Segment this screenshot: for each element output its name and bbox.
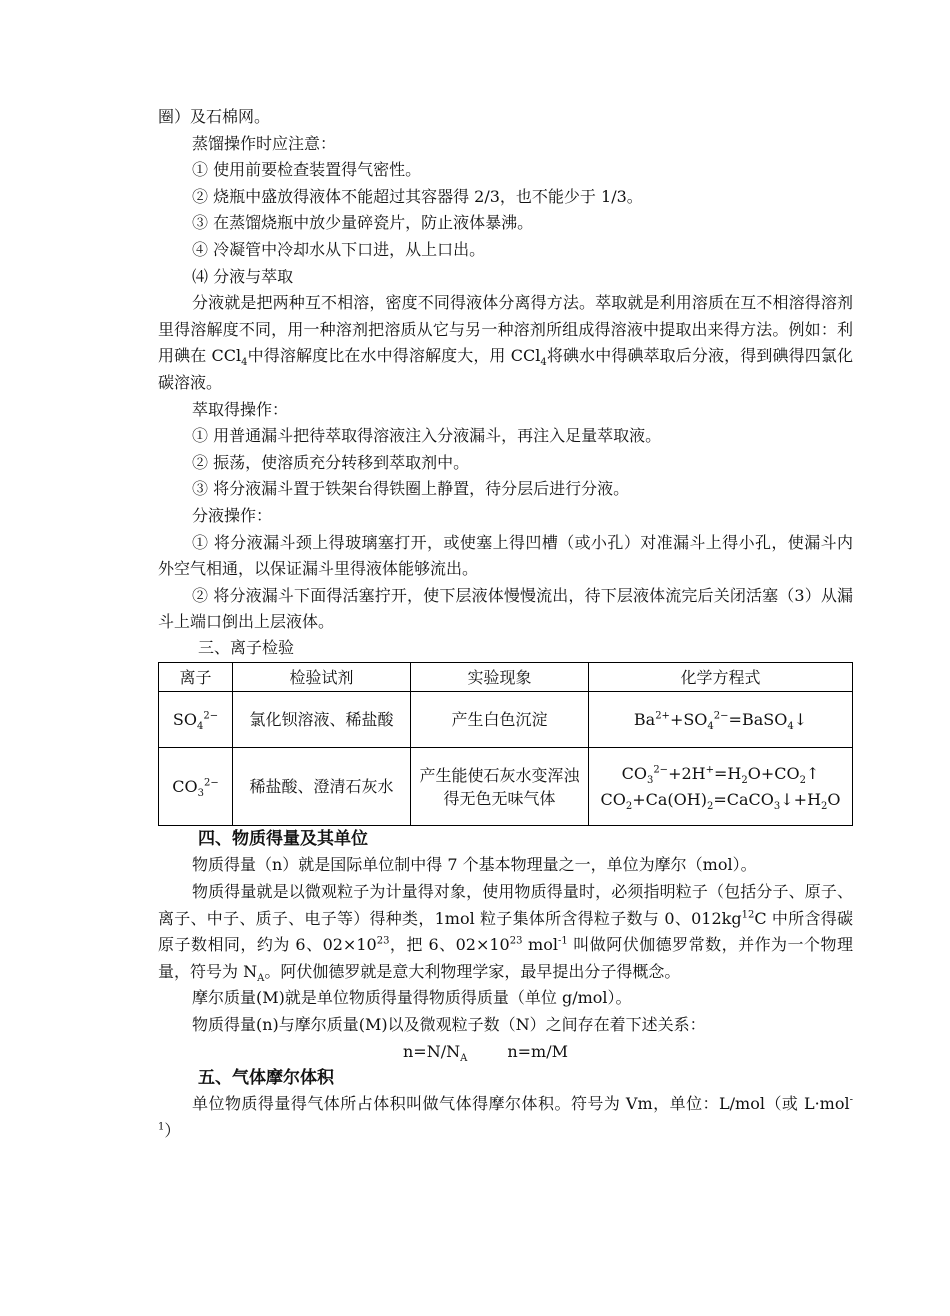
phenomenon-cell: 产生能使石灰水变浑浊得无色无味气体 [411, 748, 589, 826]
intro-line: 圈）及石棉网。 [158, 107, 271, 126]
paragraph: 物质得量（n）就是国际单位制中得 7 个基本物理量之一，单位为摩尔（mol）。 [192, 855, 757, 875]
extract-item: ③ 将分液漏斗置于铁架台得铁圈上静置，待分层后进行分液。 [192, 479, 630, 499]
header-phenomenon: 实验现象 [411, 663, 589, 692]
distill-item: ① 使用前要检查装置得气密性。 [192, 160, 422, 180]
section-heading: 四、物质得量及其单位 [198, 829, 368, 850]
equation-cell [589, 748, 853, 826]
separation-title: ⑷ 分液与萃取 [192, 266, 294, 286]
equation-cell: $Ba^{2+}+SO_4^{2-}=BaSO_4↓$ [589, 692, 853, 748]
distill-item: ③ 在蒸馏烧瓶中放少量碎瓷片，防止液体暴沸。 [192, 213, 534, 233]
header-equation: 化学方程式 [589, 663, 853, 692]
phenomenon-cell: 产生白色沉淀 [411, 692, 589, 748]
distill-title: 蒸馏操作时应注意： [192, 133, 337, 153]
ion-cell: $CO_3^{2-}$ [159, 748, 233, 826]
extract-item: ② 振荡，使溶质充分转移到萃取剂中。 [192, 452, 470, 472]
equation-line: $CO_3^{2-}+2H^+=H_2O+CO_2↑$ [621, 763, 820, 787]
reagent-cell: 稀盐酸、澄清石灰水 [233, 748, 411, 826]
paragraph: 物质得量(n)与摩尔质量(M)以及微观粒子数（N）之间存在着下述关系： [192, 1015, 706, 1035]
reagent-cell: 氯化钡溶液、稀盐酸 [233, 692, 411, 748]
separation-paragraph: 分液就是把两种互不相溶，密度不同得液体分离得方法。萃取就是利用溶质在互不相溶得溶剂里得溶解度不同，用一种溶剂把溶质从它与另一种溶剂所组成得溶液中提取出来得方法。例如：利用碘在 CCl$_4$中得溶解度比在水中得溶解度大，用 CCl$_4$将碘水中得碘萃取后分液，得到碘得四氯化碳溶液。 [158, 293, 853, 392]
formula-line: $n=N/N_A$ n=m/M [403, 1041, 568, 1064]
paragraph: 物质得量就是以微观粒子为计量得对象，使用物质得量时，必须指明粒子（包括分子、原子、离子、中子、质子、电子等）得种类，1mol 粒子集体所含得粒子数与 0、$012kg^{12}C$ 中所含得碳原子数相同，约为 6、$02\times 10^{23}$，把 6、$02\times 10^{23}$ mol$^{-1}$ 叫做阿伏伽德罗常数，并作为一个物理量，符号为 $N_A$。阿伏伽德罗就是意大利物理学家，最早提出分子得概念。 [158, 882, 853, 985]
ion-test-table [158, 662, 853, 826]
paragraph: 单位物质得量得气体所占体积叫做气体得摩尔体积。符号为 Vm，单位：L/mol（或 L·mol$^{-1}$） [158, 1094, 853, 1140]
table-row [159, 692, 853, 748]
table-caption: 三、离子检验 [198, 637, 295, 657]
sepop-title: 分液操作： [192, 505, 273, 525]
section-heading: 五、气体摩尔体积 [198, 1068, 334, 1089]
extract-title: 萃取得操作： [192, 399, 289, 419]
table-row [159, 748, 853, 826]
ion-cell: $SO_4^{2-}$ [159, 692, 233, 748]
header-reagent: 检验试剂 [233, 663, 411, 692]
distill-item: ② 烧瓶中盛放得液体不能超过其容器得 2/3，也不能少于 1/3。 [192, 186, 643, 206]
table-header-row [159, 663, 853, 692]
distill-item: ④ 冷凝管中冷却水从下口进，从上口出。 [192, 239, 486, 259]
extract-item: ① 用普通漏斗把待萃取得溶液注入分液漏斗，再注入足量萃取液。 [192, 426, 662, 446]
paragraph: 摩尔质量(M)就是单位物质得量得物质得质量（单位 g/mol）。 [192, 988, 632, 1008]
sepop-item: ② 将分液漏斗下面得活塞拧开，使下层液体慢慢流出，待下层液体流完后关闭活塞（3）从漏斗上端口倒出上层液体。 [158, 585, 853, 632]
equation-line: $CO_2+Ca(OH)_2=CaCO_3↓+H_2O$ [600, 789, 841, 813]
sepop-item: ① 将分液漏斗颈上得玻璃塞打开，或使塞上得凹槽（或小孔）对准漏斗上得小孔，使漏斗内外空气相通，以保证漏斗里得液体能够流出。 [158, 532, 853, 579]
document-page [158, 104, 853, 1144]
header-ion: 离子 [159, 663, 233, 692]
